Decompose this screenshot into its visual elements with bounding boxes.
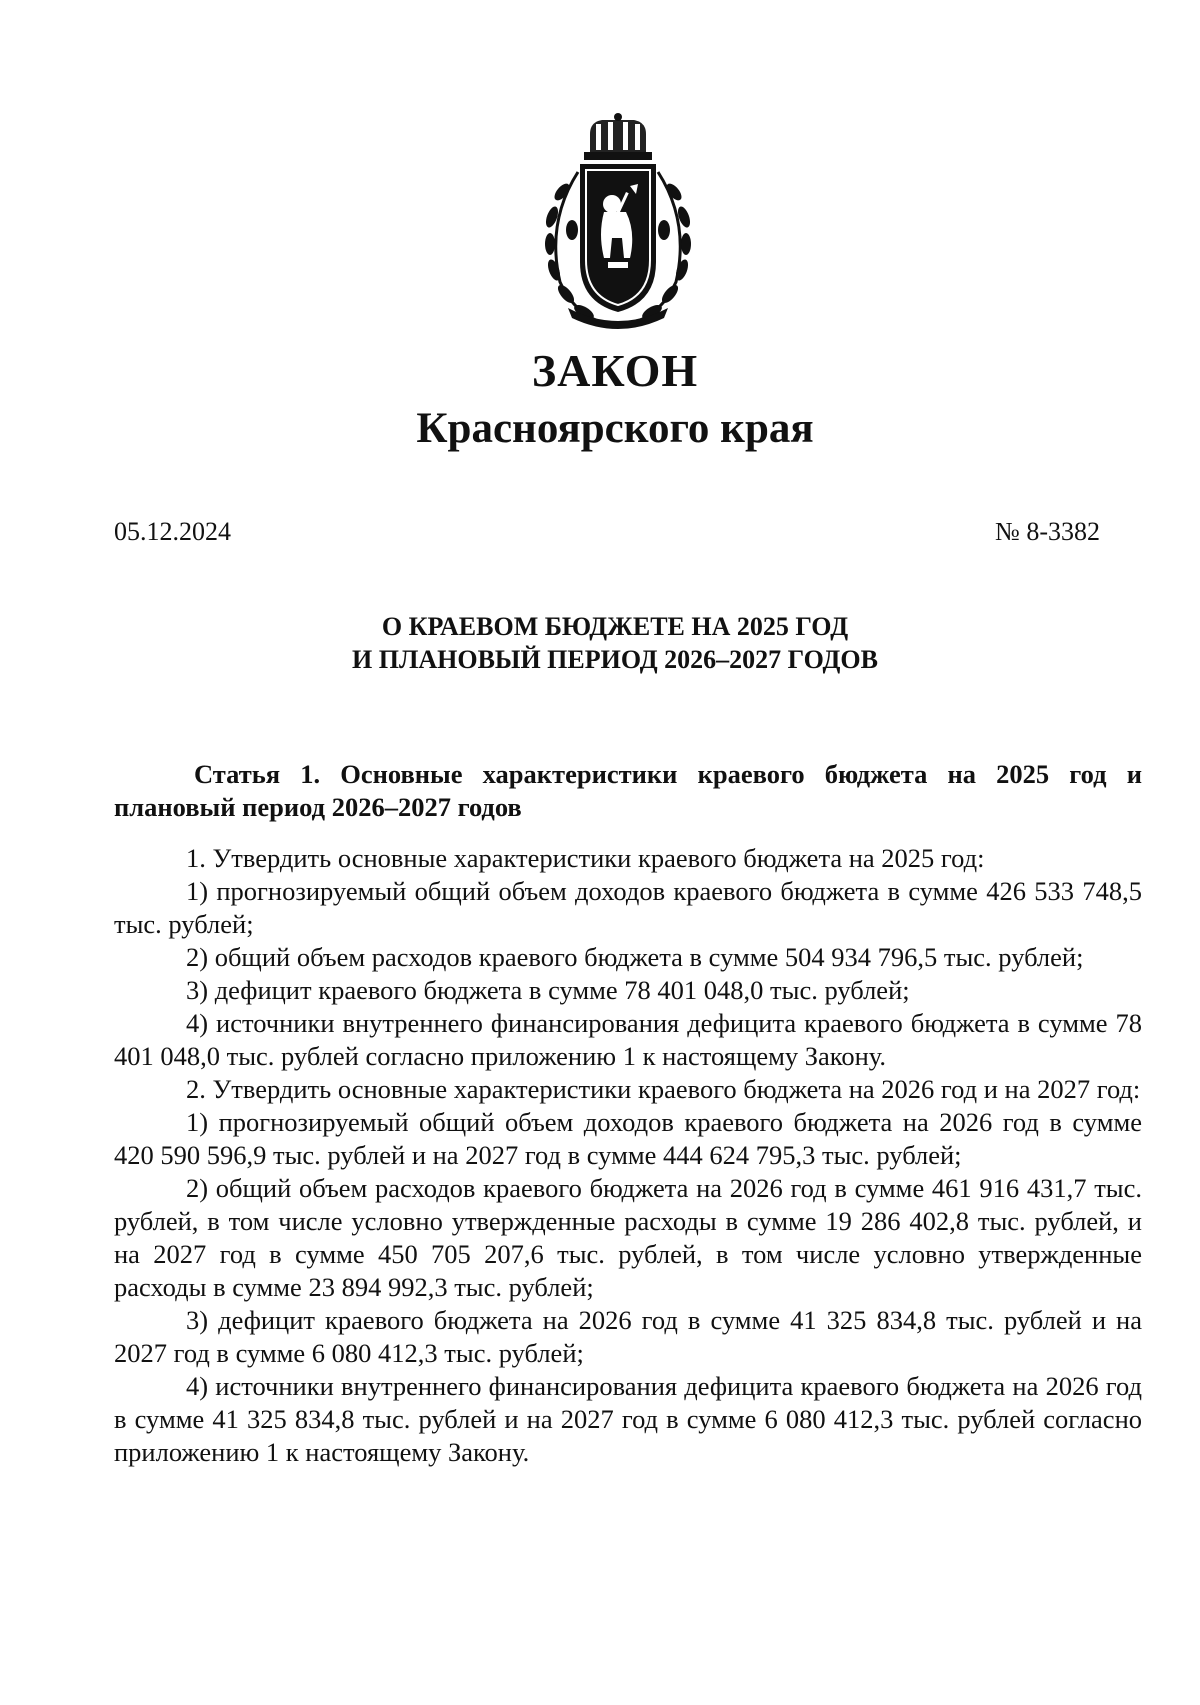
law-subtitle: Красноярского края bbox=[416, 405, 814, 452]
paragraph: 1) прогнозируемый общий объем доходов краевого бюджета в сумме 426 533 748,5 тыс. рублей; bbox=[114, 876, 1142, 939]
law-title: ЗАКОН bbox=[531, 345, 699, 396]
paragraph: 3) дефицит краевого бюджета на 2026 год в сумме 41 325 834,8 тыс. рублей и на 2027 год в сумме 6 080 412,3 тыс. рублей; bbox=[114, 1305, 1142, 1368]
paragraph: 2. Утвердить основные характеристики краевого бюджета на 2026 год и на 2027 год: bbox=[186, 1074, 1141, 1104]
law-date: 05.12.2024 bbox=[114, 517, 231, 546]
paragraph: 4) источники внутреннего финансирования дефицита краевого бюджета в сумме 78 401 048,0 тыс. рублей согласно приложению 1 к настоящему Закону. bbox=[114, 1008, 1142, 1071]
document-title-line-2: И ПЛАНОВЫЙ ПЕРИОД 2026–2027 ГОДОВ bbox=[352, 645, 878, 674]
paragraph: 2) общий объем расходов краевого бюджета в сумме 504 934 796,5 тыс. рублей; bbox=[186, 942, 1084, 972]
law-number: № 8-3382 bbox=[995, 517, 1100, 546]
paragraph: 1. Утвердить основные характеристики краевого бюджета на 2025 год: bbox=[186, 843, 985, 873]
paragraph: 3) дефицит краевого бюджета в сумме 78 401 048,0 тыс. рублей; bbox=[186, 975, 910, 1005]
coat-of-arms-icon bbox=[538, 112, 698, 334]
document-title bbox=[0, 610, 1200, 676]
article-body bbox=[114, 842, 1142, 1469]
article-heading: Статья 1. Основные характеристики краевого бюджета на 2025 год и плановый период 2026–2027 годов bbox=[114, 759, 1142, 822]
paragraph: 2) общий объем расходов краевого бюджета на 2026 год в сумме 461 916 431,7 тыс. рублей, в том числе условно утвержденные расходы в сумме 19 286 402,8 тыс. рублей, и на 2027 год в сумме 450 705 207,6 тыс. рублей, в том числе условно утвержденные расходы в сумме 23 894 992,3 тыс. рублей; bbox=[114, 1173, 1142, 1302]
paragraph: 1) прогнозируемый общий объем доходов краевого бюджета на 2026 год в сумме 420 590 596,9 тыс. рублей и на 2027 год в сумме 444 624 795,3 тыс. рублей; bbox=[114, 1107, 1142, 1170]
paragraph: 4) источники внутреннего финансирования дефицита краевого бюджета на 2026 год в сумме 41 325 834,8 тыс. рублей и на 2027 год в сумме 6 080 412,3 тыс. рублей согласно приложению 1 к настоящему Закону. bbox=[114, 1371, 1142, 1467]
document-title-line-1: О КРАЕВОМ БЮДЖЕТЕ НА 2025 ГОД bbox=[381, 612, 849, 641]
